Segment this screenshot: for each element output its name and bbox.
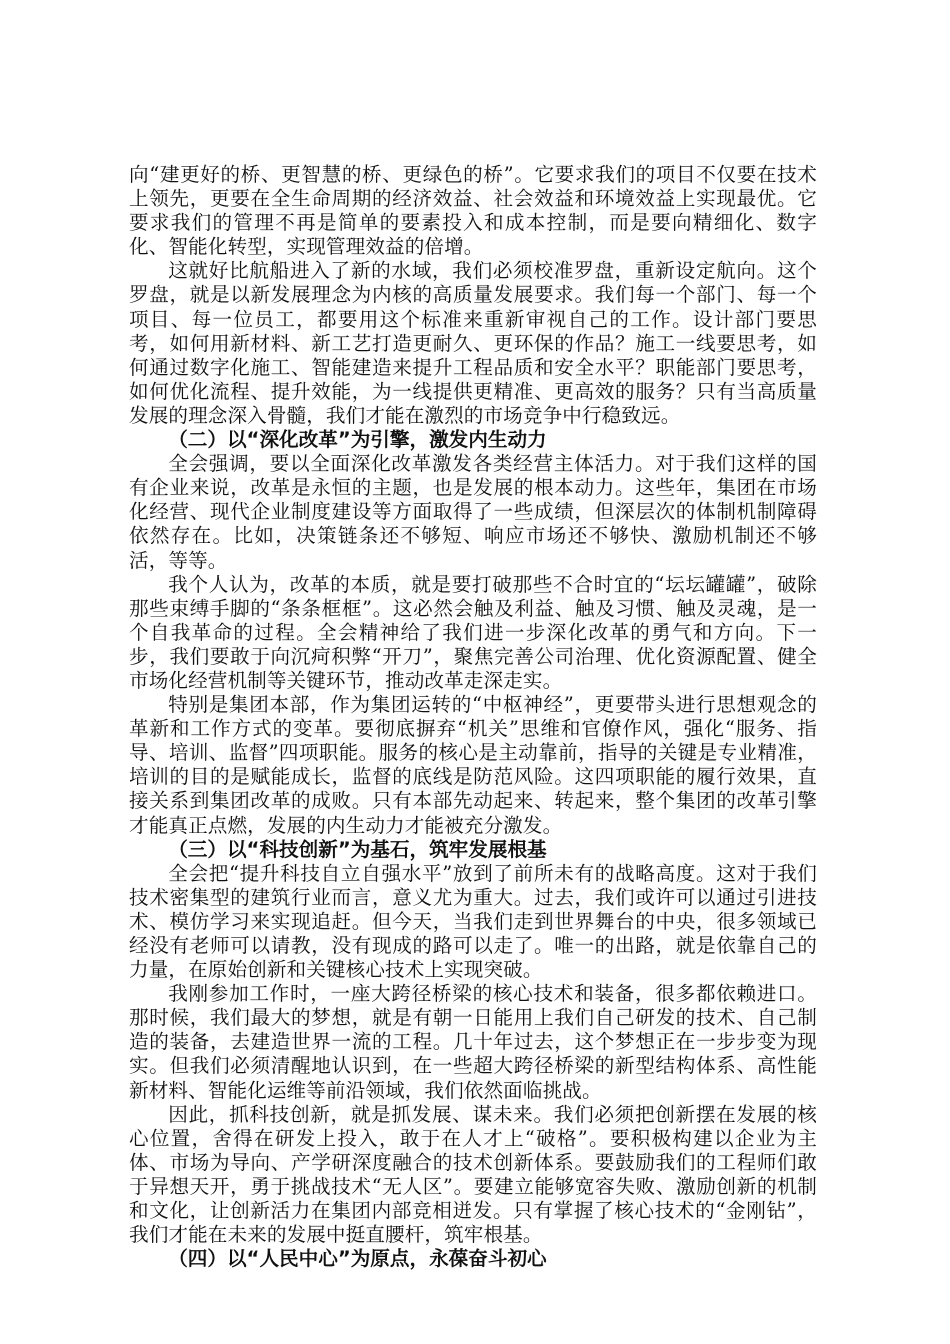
paragraph: 全会强调，要以全面深化改革激发各类经营主体活力。对于我们这样的国有企业来说，改革是永恒的主题，也是发展的根本动力。这些年，集团在市场化经营、现代企业制度建设等方面取得了一些成绩，但深层次的体制机制障碍依然存在。比如，决策链条还不够短、响应市场还不够快、激励机制还不够活，等等。 (129, 452, 817, 572)
section-heading: （四）以“人民中心”为原点，永葆奋斗初心 (168, 1247, 547, 1271)
paragraph: 特别是集团本部，作为集团运转的“中枢神经”，更要带头进行思想观念的革新和工作方式的变革。要彻底摒弃“机关”思维和官僚作风，强化“服务、指导、培训、监督”四项职能。服务的核心是主动靠前，指导的关键是专业精准，培训的目的是赋能成长，监督的底线是防范风险。这四项职能的履行效果，直接关系到集团改革的成败。只有本部先动起来、转起来，整个集团的改革引擎才能真正点燃，发展的内生动力才能被充分激发。 (129, 693, 817, 837)
section-heading: （二）以“深化改革”为引擎，激发内生动力 (168, 428, 547, 452)
paragraph: 全会把“提升科技自立自强水平”放到了前所未有的战略高度。这对于我们技术密集型的建筑行业而言，意义尤为重大。过去，我们或许可以通过引进技术、模仿学习来实现追赶。但今天，当我们走到世界舞台的中央，很多领域已经没有老师可以请教，没有现成的路可以走了。唯一的出路，就是依靠自己的力量，在原始创新和关键核心技术上实现突破。 (129, 861, 817, 982)
document-page (129, 163, 817, 1271)
paragraph: 因此，抓科技创新，就是抓发展、谋未来。我们必须把创新摆在发展的核心位置，舍得在研发上投入，敢于在人才上“破格”。要积极构建以企业为主体、市场为导向、产学研深度融合的技术创新体系。要鼓励我们的工程师们敢于异想天开，勇于挑战技术“无人区”。要建立能够宽容失败、激励创新的机制和文化，让创新活力在集团内部竞相迸发。只有掌握了核心技术的“金刚钻”，我们才能在未来的发展中挺直腰杆，筑牢根基。 (129, 1102, 817, 1247)
section-heading: （三）以“科技创新”为基石，筑牢发展根基 (168, 837, 547, 861)
paragraph: 我刚参加工作时，一座大跨径桥梁的核心技术和装备，很多都依赖进口。那时候，我们最大的梦想，就是有朝一日能用上我们自己研发的技术、自己制造的装备，去建造世界一流的工程。几十年过去，这个梦想正在一步步变为现实。但我们必须清醒地认识到，在一些超大跨径桥梁的新型结构体系、高性能新材料、智能化运维等前沿领域，我们依然面临挑战。 (129, 982, 817, 1102)
paragraph: 这就好比航船进入了新的水域，我们必须校准罗盘，重新设定航向。这个罗盘，就是以新发展理念为内核的高质量发展要求。我们每一个部门、每一个项目、每一位员工，都要用这个标准来重新审视自己的工作。设计部门要思考，如何用新材料、新工艺打造更耐久、更环保的作品？施工一线要思考，如何通过数字化施工、智能建造来提升工程品质和安全水平？职能部门要思考，如何优化流程、提升效能，为一线提供更精准、更高效的服务？只有当高质量发展的理念深入骨髓，我们才能在激烈的市场竞争中行稳致远。 (129, 259, 817, 427)
paragraph: 向“建更好的桥、更智慧的桥、更绿色的桥”。它要求我们的项目不仅要在技术上领先，更要在全生命周期的经济效益、社会效益和环境效益上实现最优。它要求我们的管理不再是简单的要素投入和成本控制，而是要向精细化、数字化、智能化转型，实现管理效益的倍增。 (129, 163, 817, 259)
paragraph: 我个人认为，改革的本质，就是要打破那些不合时宜的“坛坛罐罐”，破除那些束缚手脚的“条条框框”。这必然会触及利益、触及习惯、触及灵魂，是一个自我革命的过程。全会精神给了我们进一步深化改革的勇气和方向。下一步，我们要敢于向沉疴积弊“开刀”，聚焦完善公司治理、优化资源配置、健全市场化经营机制等关键环节，推动改革走深走实。 (129, 572, 817, 692)
